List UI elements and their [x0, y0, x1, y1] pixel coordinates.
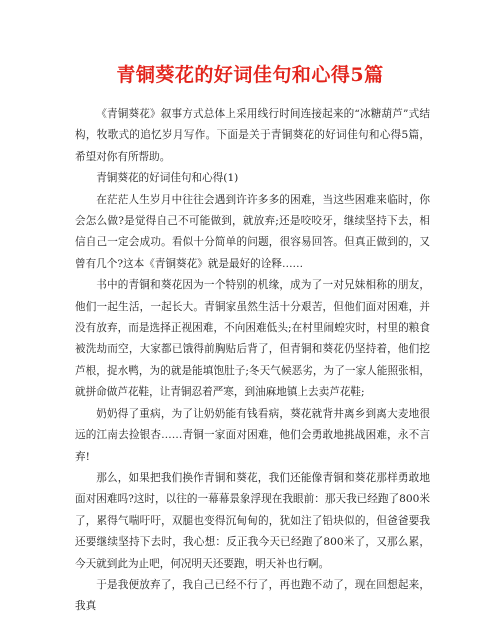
body-paragraph: 书中的青铜和葵花因为一个特别的机缘，成为了一对兄妹相称的朋友，他们一起生活，一起长大。青铜家虽然生活十分艰苦，但他们面对困难，并没有放弃，而是选择正视困难，不向困难低头;在村里闹蝗灾时，村里的粮食被洗劫而空，大家都已饿得前胸贴后背了，但青铜和葵花仍坚持着，他们挖芦根，捉水鸭，为的就是能填饱肚子;冬天气候恶劣，为了一家人能照张相，就拼命做芦花鞋，让青铜忍着严寒，到油麻地镇上去卖芦花鞋; — [75, 279, 430, 399]
body-paragraph: 奶奶得了重病，为了让奶奶能有钱看病，葵花就背井离乡到离大麦地很远的江南去捡银杏……青铜一家面对困难，他们会勇敢地挑战困难，永不言弃! — [75, 407, 430, 463]
body-paragraph: 那么，如果把我们换作青铜和葵花，我们还能像青铜和葵花那样勇敢地面对困难吗?这时，以往的一幕幕景象浮现在我眼前：那天我已经跑了800米了，累得气喘吁吁，双腿也变得沉甸甸的，犹如注了铅块似的，但爸爸要我还要继续坚持下去时，我心想：反正我今天已经跑了800米了，又那么累，今天就到此为止吧，何况明天还要跑，明天补也行啊。 — [75, 471, 430, 570]
intro-paragraph: 《青铜葵花》叙事方式总体上采用线行时间连接起来的“冰糖葫芦”式结构，牧歌式的追忆岁月写作。下面是关于青铜葵花的好词佳句和心得5篇，希望对你有所帮助。 — [75, 108, 430, 163]
body-paragraph: 于是我便放弃了，我自己已经不行了，再也跑不动了，现在回想起来，我真 — [75, 578, 430, 613]
section-heading: 青铜葵花的好词佳句和心得(1) — [96, 172, 239, 185]
document-title: 青铜葵花的好词佳句和心得5篇 — [116, 64, 384, 86]
body-paragraph: 在茫茫人生岁月中往往会遇到许许多多的困难，当这些困难来临时，你会怎么做?是觉得自己不可能做到，就放弃;还是咬咬牙，继续坚持下去，相信自己一定会成功。看似十分简单的问题，很容易回答。但真正做到的，又曾有几个?这本《青铜葵花》就是最好的诠释…… — [75, 193, 430, 270]
document-body — [75, 104, 430, 618]
